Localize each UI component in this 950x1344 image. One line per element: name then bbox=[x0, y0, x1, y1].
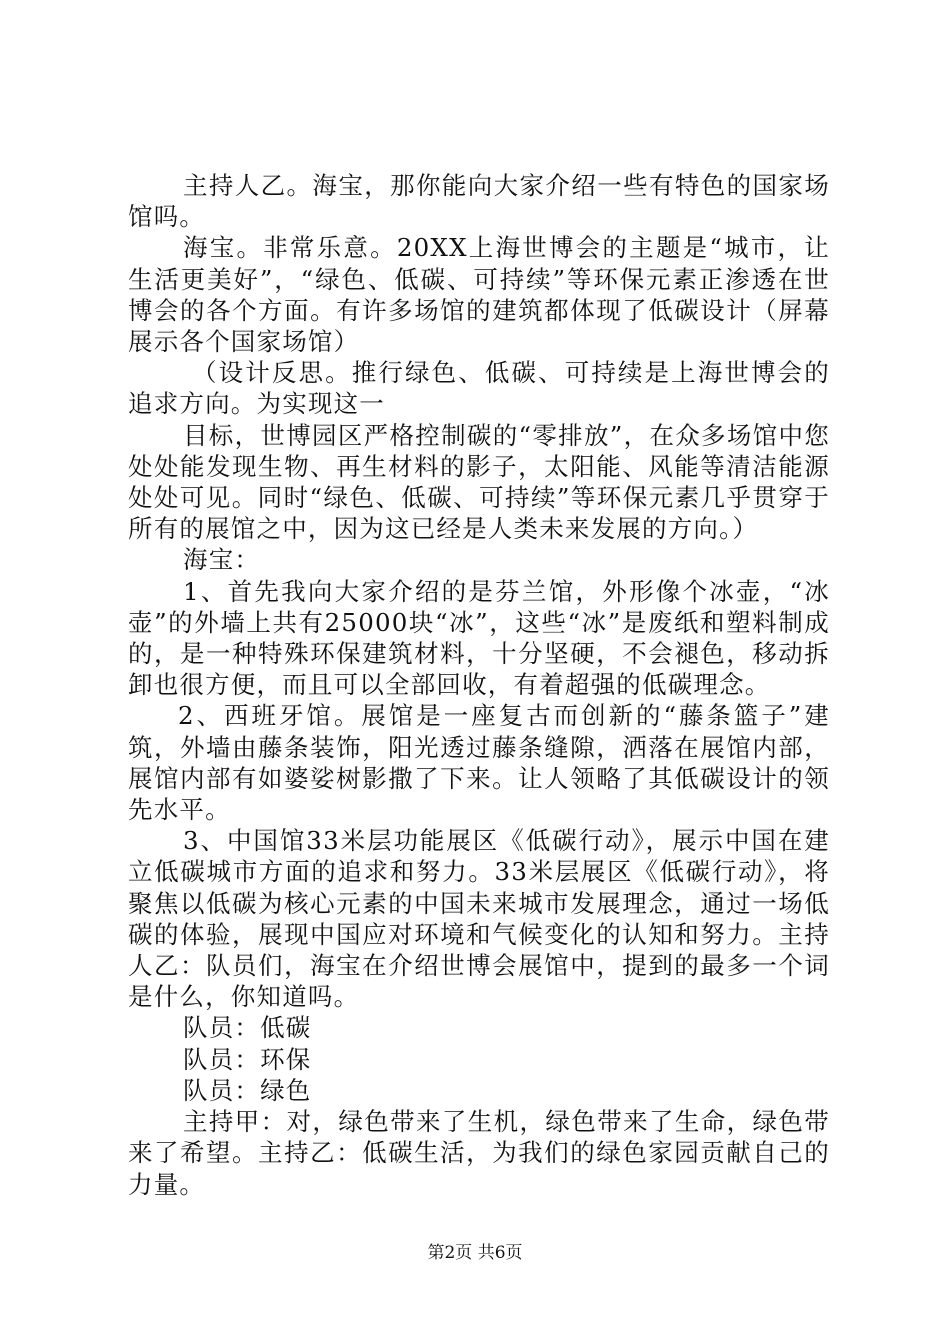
paragraph-china-pavilion: 3、中国馆33米层功能展区《低碳行动》，展示中国在建立低碳城市方面的追求和努力。33米层展区《低碳行动》，将聚焦以低碳为核心元素的中国未来城市发展理念，通过一场低碳的体验，展现中国应对环境和气候变化的认知和努力。主持人乙：队员们，海宝在介绍世博会展馆中，提到的最多一个词是什么，你知道吗。 bbox=[128, 826, 830, 1012]
paragraph-design-reflection: （设计反思。推行绿色、低碳、可持续是上海世博会的追求方向。为实现这一 bbox=[128, 358, 830, 419]
page-number-footer: 第2页 共6页 bbox=[427, 1243, 523, 1263]
paragraph-member-answer-3: 队员：绿色 bbox=[183, 1075, 312, 1105]
paragraph-host-b-question: 主持人乙。海宝，那你能向大家介绍一些有特色的国家场馆吗。 bbox=[128, 171, 830, 232]
paragraph-member-answer-1: 队员：低碳 bbox=[183, 1013, 312, 1043]
paragraph-haibao-label: 海宝： bbox=[183, 545, 261, 575]
paragraph-finland-pavilion: 1、首先我向大家介绍的是芬兰馆，外形像个冰壶，“冰壶”的外墙上共有25000块“冰”，这些“冰”是废纸和塑料制成的，是一种特殊环保建筑材料，十分坚硬，不会褪色，移动拆卸也很方便，而且可以全部回收，有着超强的低碳理念。 bbox=[128, 576, 830, 700]
paragraph-member-answer-2: 队员：环保 bbox=[183, 1044, 312, 1074]
paragraph-host-closing: 主持甲：对，绿色带来了生机，绿色带来了生命，绿色带来了希望。主持乙：低碳生活，为我们的绿色家园贡献自己的力量。 bbox=[128, 1107, 830, 1199]
paragraph-haibao-intro: 海宝。非常乐意。20XX上海世博会的主题是“城市，让生活更美好”，“绿色、低碳、可持续”等环保元素正渗透在世博会的各个方面。有许多场馆的建筑都体现了低碳设计（屏幕展示各个国家场馆） bbox=[128, 233, 830, 357]
document-body bbox=[128, 170, 830, 1200]
paragraph-spain-pavilion: 2、西班牙馆。展馆是一座复古而创新的“藤条篮子”建筑，外墙由藤条装饰，阳光透过藤条缝隙，洒落在展馆内部，展馆内部有如婆娑树影撒了下来。让人领略了其低碳设计的领先水平。 bbox=[128, 701, 830, 825]
paragraph-goal: 目标，世博园区严格控制碳的“零排放”，在众多场馆中您处处能发现生物、再生材料的影子，太阳能、风能等清洁能源处处可见。同时“绿色、低碳、可持续”等环保元素几乎贯穿于所有的展馆之中，因为这已经是人类未来发展的方向。） bbox=[128, 420, 830, 544]
